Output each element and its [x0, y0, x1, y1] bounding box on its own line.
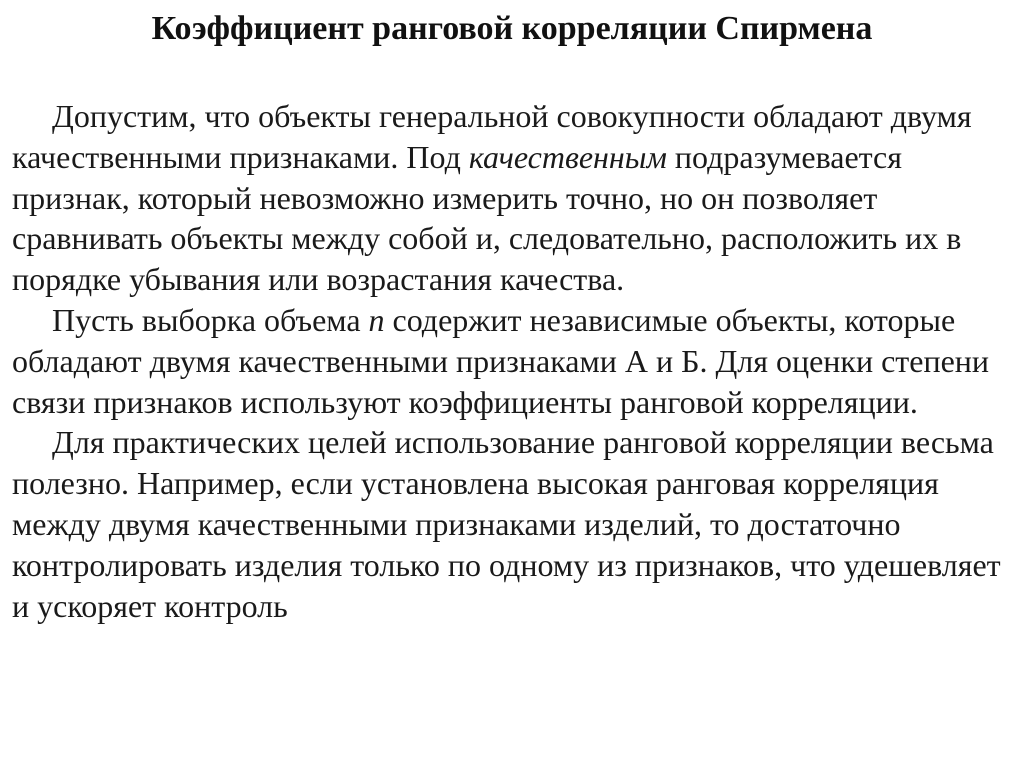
paragraph-practical — [12, 422, 1012, 626]
paragraph-text: содержит независимые объекты, которые обладают двумя качественными признаками А и Б. Для оценки степени связи признаков используют коэффициенты ранговой корреляции. — [12, 301, 990, 420]
italic-variable: n — [368, 301, 385, 338]
italic-term: качественным — [468, 138, 667, 175]
slide-title: Коэффициент ранговой корреляции Спирмена — [151, 10, 873, 47]
paragraph-definition — [12, 96, 1012, 300]
paragraph-text: подразумевается признак, который невозможно измерить точно, но он позволяет сравнивать объекты между собой и, следовательно, расположить их в порядке убывания или возрастания качества. — [12, 138, 962, 298]
paragraph-sample — [12, 300, 1012, 422]
paragraph-text: Допустим, что объекты генеральной совокупности обладают двумя качественными признаками. Под — [12, 98, 972, 175]
paragraph-text: Для практических целей использование ранговой корреляции весьма полезно. Например, если установлена высокая ранговая корреляция между двумя качественными признаками изделий, то достаточно контролировать изделия только по одному из признаков, что удешевляет и ускоряет контроль — [12, 424, 1001, 624]
slide-body — [12, 96, 1012, 626]
paragraph-text: Пусть выборка объема — [52, 301, 369, 338]
